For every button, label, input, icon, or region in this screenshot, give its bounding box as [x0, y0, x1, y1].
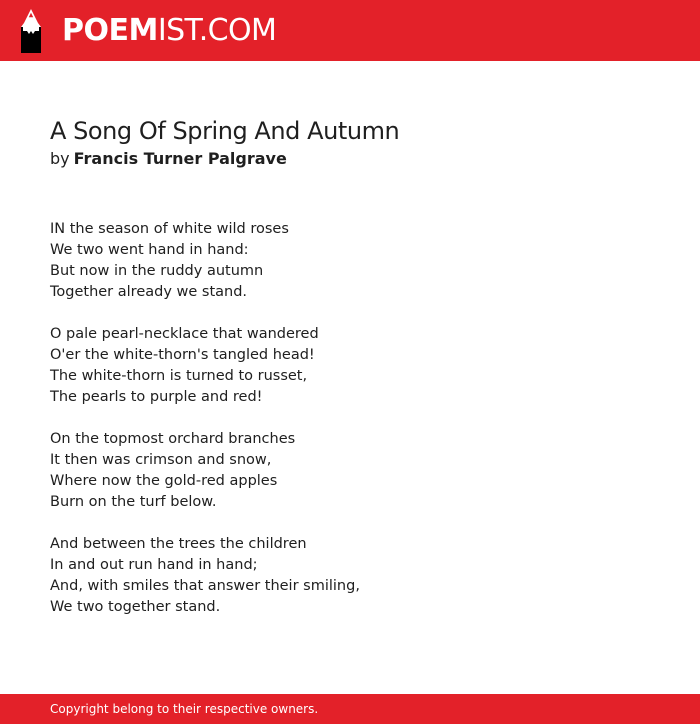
poem-line: But now in the ruddy autumn: [50, 263, 264, 279]
poem-header: [50, 117, 650, 169]
site-logo-link[interactable]: [18, 9, 276, 53]
poem-line: On the topmost orchard branches: [50, 431, 296, 447]
poem-line: It then was crimson and snow,: [50, 452, 272, 468]
stanza: [50, 219, 650, 303]
poem-line: In and out run hand in hand;: [50, 557, 258, 573]
logo-text-secondary: IST.COM: [157, 13, 277, 48]
poem-line: And, with smiles that answer their smiling,: [50, 578, 360, 594]
poem-line: The pearls to purple and red!: [50, 389, 263, 405]
poem-line: O pale pearl-necklace that wandered: [50, 326, 319, 342]
stanza: [50, 534, 650, 618]
stanza: [50, 429, 650, 513]
poem-line: Together already we stand.: [50, 284, 248, 300]
poem-line: O'er the white-thorn's tangled head!: [50, 347, 315, 363]
pencil-icon: [18, 9, 44, 53]
poem-line: Burn on the turf below.: [50, 494, 217, 510]
logo-text-primary: POEM: [62, 13, 158, 48]
poem-line: IN the season of white wild roses: [50, 221, 289, 237]
poem-line: The white-thorn is turned to russet,: [50, 368, 308, 384]
poem-body: [50, 219, 650, 639]
logo-text: [62, 13, 277, 48]
copyright-text: Copyright belong to their respective owners.: [50, 702, 319, 716]
poem-title: A Song Of Spring And Autumn: [50, 117, 400, 145]
poem-line: And between the trees the children: [50, 536, 307, 552]
site-footer: [0, 694, 700, 724]
poem-line: Where now the gold-red apples: [50, 473, 278, 489]
author-link[interactable]: Francis Turner Palgrave: [73, 149, 287, 168]
poem-line: We two together stand.: [50, 599, 221, 615]
poem-byline: [50, 149, 650, 169]
poem-line: We two went hand in hand:: [50, 242, 249, 258]
site-header: [0, 0, 700, 61]
byline-prefix: by: [50, 149, 70, 168]
stanza: [50, 324, 650, 408]
